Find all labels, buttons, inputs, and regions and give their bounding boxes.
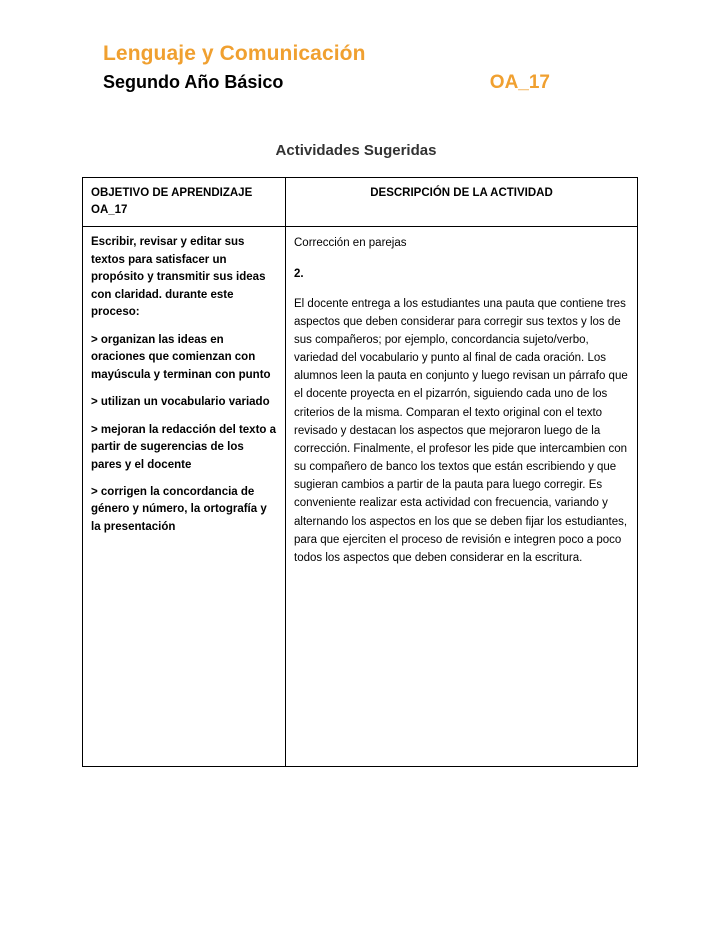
activity-body: El docente entrega a los estudiantes una pauta que contiene tres aspectos que deben considerar para corregir sus textos y los de sus compañeros; por ejemplo, concordancia sujeto/verbo, variedad del vocabulario y punto al final de cada oración. Los alumnos leen la pauta en conjunto y luego revisan un párrafo que el docente proyecta en el pizarrón, siguiendo cada uno de los criterios de la misma. Comparan el texto original con el texto revisado y destacan los aspectos que mejoraron luego de la corrección. Finalmente, el profesor les pide que intercambien con su compañero de banco los textos que están escribiendo y que sugieran cambios a partir de la pauta para luego corregir. Es conveniente realizar esta actividad con frecuencia, variando y alternando los aspectos en los que se deben fijar los estudiantes, para que ejerciten el proceso de revisión e integren poco a poco todos los aspectos que deben considerar en la escritura. xyxy=(294,297,628,564)
table-body xyxy=(83,227,638,767)
grade-title: Segundo Año Básico xyxy=(103,72,284,92)
column-header-objective: OBJETIVO DE APRENDIZAJE OA_17 xyxy=(83,178,286,227)
table-header xyxy=(83,178,638,227)
objective-item-2: > utilizan un vocabulario variado xyxy=(91,396,270,409)
objective-cell xyxy=(83,227,286,767)
table-row xyxy=(83,227,638,767)
activity-number: 2. xyxy=(294,267,304,280)
objective-item-1: > organizan las ideas en oraciones que comienzan con mayúscula y terminan con punto xyxy=(91,333,271,381)
activity-title: Corrección en parejas xyxy=(294,237,407,250)
objective-item-4: > corrigen la concordancia de género y número, la ortografía y la presentación xyxy=(91,485,267,533)
document-header xyxy=(0,0,720,94)
section-title: Actividades Sugeridas xyxy=(275,142,437,159)
table-header-row xyxy=(83,178,638,227)
oa-code: OA_17 xyxy=(489,72,550,93)
activities-table xyxy=(82,177,638,767)
objective-lead: Escribir, revisar y editar sus textos para satisfacer un propósito y transmitir sus ideas con claridad. durante este proceso: xyxy=(91,236,266,319)
objective-item-3: > mejoran la redacción del texto a partir de sugerencias de los pares y el docente xyxy=(91,423,277,471)
header-row xyxy=(103,72,643,94)
column-header-description: DESCRIPCIÓN DE LA ACTIVIDAD xyxy=(286,178,638,227)
description-cell xyxy=(286,227,638,767)
subject-title: Lenguaje y Comunicación xyxy=(103,42,366,65)
